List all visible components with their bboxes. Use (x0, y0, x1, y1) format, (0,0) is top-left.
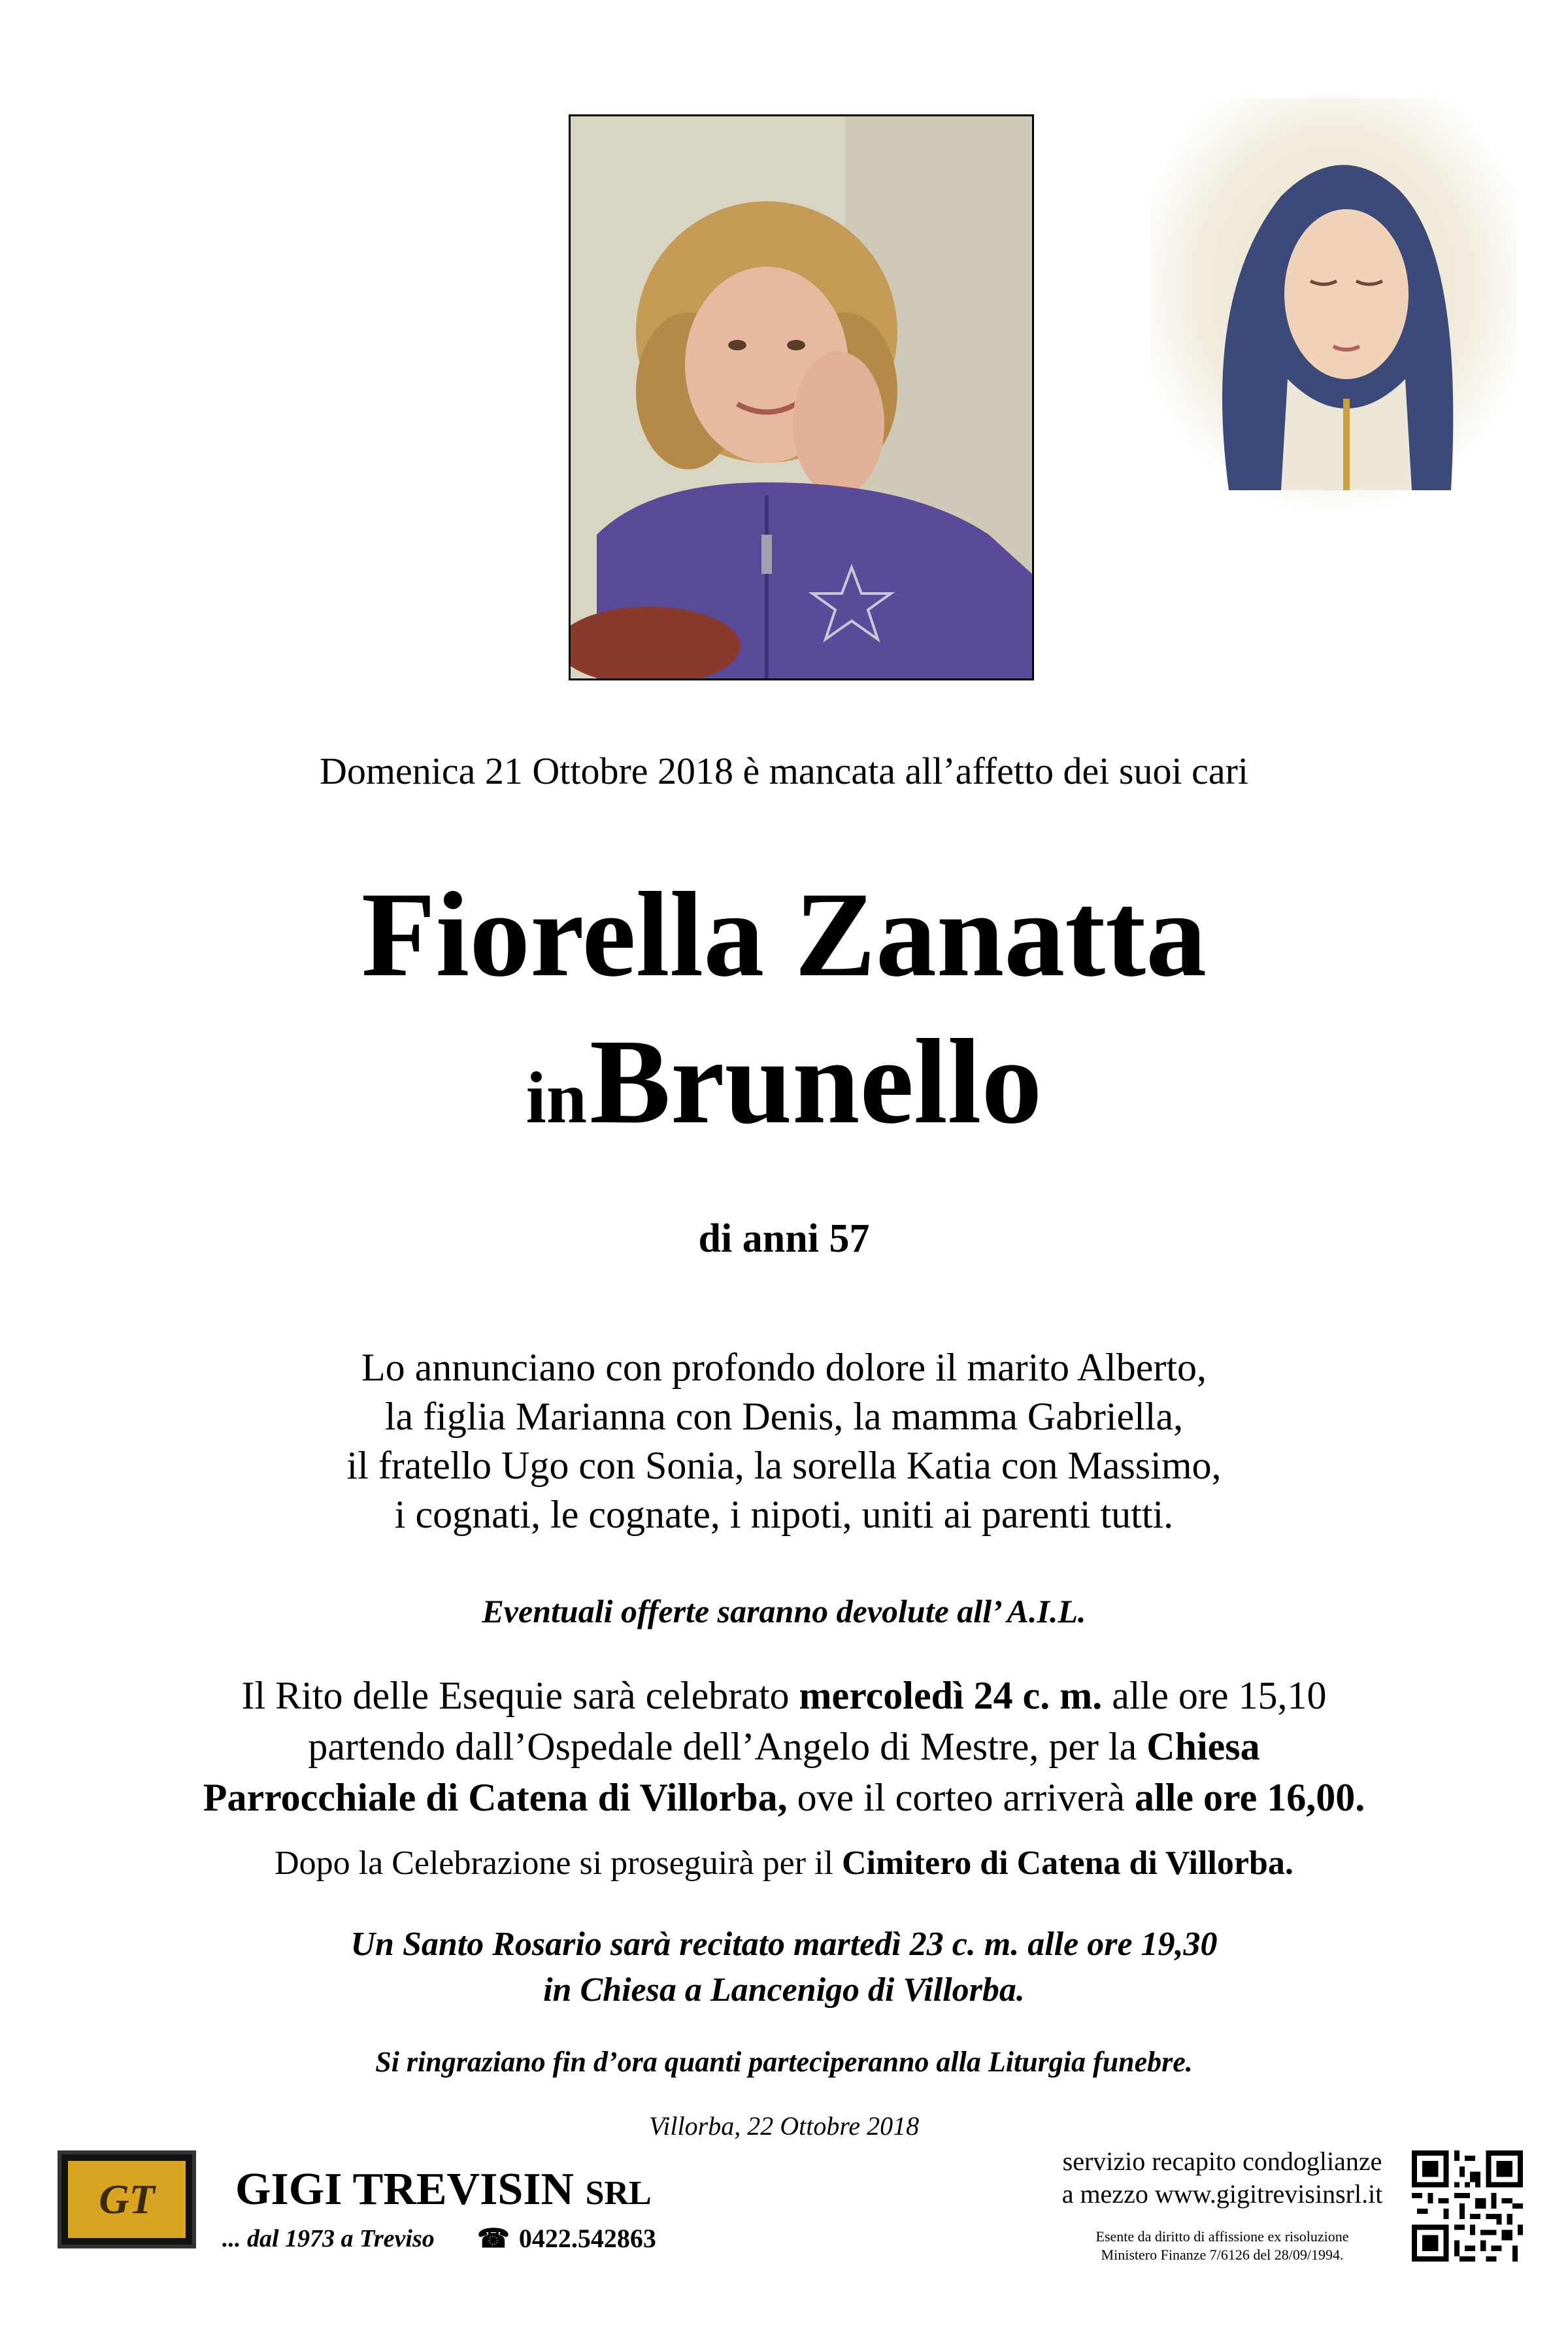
madonna-image (1150, 98, 1516, 516)
rite-text: ove il corteo arriverà (787, 1776, 1135, 1819)
rite-line-1 (0, 1670, 1568, 1721)
married-name: Brunello (589, 1014, 1043, 1149)
deceased-name: Fiorella Zanatta (361, 867, 1207, 1002)
phone-number: 0422.542863 (518, 2224, 656, 2253)
place-date: Villorba, 22 Ottobre 2018 (648, 2111, 920, 2141)
announcement-line: Lo annunciano con profondo dolore il marito Alberto, (361, 1346, 1207, 1389)
rosary-line: Un Santo Rosario sarà recitato martedì 23 c. m. alle ore 19,30 (350, 1926, 1218, 1963)
burial-note (0, 1840, 1568, 1887)
qr-code (1412, 2150, 1523, 2262)
rite-line-2 (0, 1721, 1568, 1772)
married-name-prefix: in (525, 1058, 587, 1139)
funeral-rite-details (0, 1670, 1568, 1823)
company-logo (58, 2150, 196, 2248)
company-since: ... dal 1973 a Treviso (222, 2225, 435, 2252)
condolence-service (1033, 2145, 1412, 2211)
company-name (235, 2164, 652, 2220)
rite-arrival-time: alle ore 16,00. (1135, 1776, 1365, 1819)
announcement-line: i cognati, le cognate, i nipoti, uniti ai parenti tutti. (394, 1493, 1174, 1536)
rite-date: mercoledì 24 c. m. (799, 1674, 1103, 1717)
telephone-icon: ☎ (477, 2224, 510, 2253)
service-line: servizio recapito condoglianze (1062, 2147, 1382, 2176)
death-announcement-intro: Domenica 21 Ottobre 2018 è mancata all’affetto dei suoi cari (320, 750, 1248, 792)
cemetery-name: Cimitero di Catena di Villorba. (841, 1845, 1293, 1882)
tax-exemption-note (1033, 2228, 1412, 2264)
rite-church-name: Parrocchiale di Catena di Villorba, (203, 1776, 788, 1819)
rite-time: alle ore 15,10 (1102, 1674, 1327, 1717)
exemption-line: Esente da diritto di affissione ex risoluzione (1095, 2228, 1349, 2245)
burial-text: Dopo la Celebrazione si proseguirà per il (275, 1845, 842, 1882)
company-logo-mark: GT (68, 2161, 186, 2238)
announcement-line: la figlia Marianna con Denis, la mamma Gabriella, (384, 1395, 1184, 1438)
rite-church: Chiesa (1146, 1725, 1260, 1768)
announcement-line: il fratello Ugo con Sonia, la sorella Katia con Massimo, (346, 1444, 1222, 1487)
exemption-line: Ministero Finanze 7/6126 del 28/09/1994. (1101, 2247, 1344, 2263)
age-line: di anni 57 (698, 1216, 870, 1261)
thanks-note: Si ringraziano fin d’ora quanti parteciperanno alla Liturgia funebre. (375, 2046, 1193, 2078)
deceased-portrait (569, 114, 1034, 680)
company-phone (477, 2222, 656, 2255)
donations-note: Eventuali offerte saranno devolute all’ A.I.L. (482, 1593, 1086, 1630)
rite-text: Il Rito delle Esequie sarà celebrato (241, 1674, 799, 1717)
company-suffix: SRL (585, 2175, 652, 2212)
service-line: a mezzo www.gigitrevisinsrl.it (1061, 2179, 1383, 2209)
company-name-text: GIGI TREVISIN (235, 2164, 575, 2215)
rosary-details (0, 1922, 1568, 2013)
married-name-line (0, 1016, 1568, 1185)
rosary-line: in Chiesa a Lancenigo di Villorba. (543, 1971, 1025, 2009)
rite-text: partendo dall’Ospedale dell’Angelo di Mestre, per la (308, 1725, 1147, 1768)
family-announcement (0, 1343, 1568, 1539)
rite-line-3 (0, 1772, 1568, 1823)
